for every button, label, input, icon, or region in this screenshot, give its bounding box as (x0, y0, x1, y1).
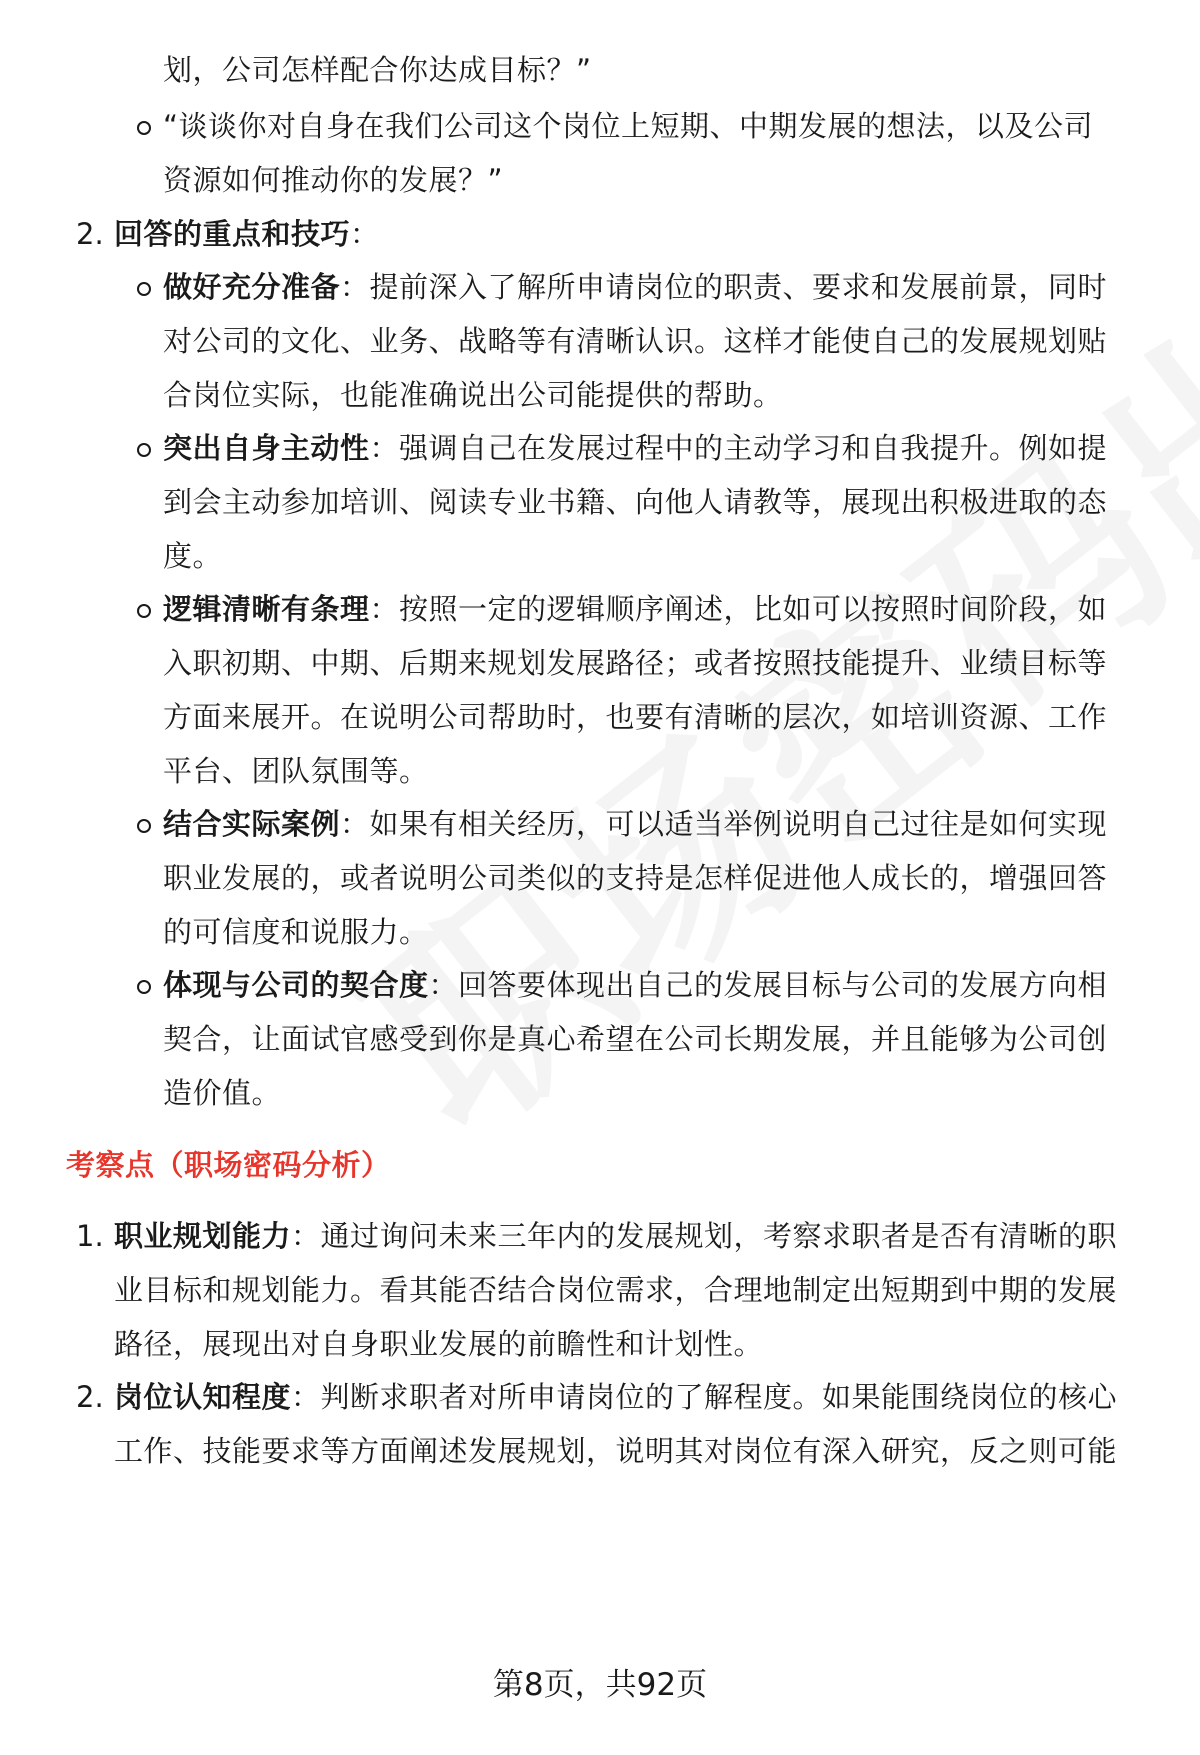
list-item: 职业规划能力：通过询问未来三年内的发展规划，考察求职者是否有清晰的职 (114, 1219, 1118, 1253)
text-line: 的可信度和说服力。 (163, 915, 429, 949)
text-line: 业目标和规划能力。看其能否结合岗位需求，合理地制定出短期到中期的发展 (114, 1273, 1118, 1307)
text-line: 路径，展现出对自身职业发展的前瞻性和计划性。 (114, 1327, 764, 1361)
text-line: 合岗位实际，也能准确说出公司能提供的帮助。 (163, 378, 783, 412)
text-line: 到会主动参加培训、阅读专业书籍、向他人请教等，展现出积极进取的态 (163, 485, 1108, 519)
text-line: 划，公司怎样配合你达成目标？” (163, 53, 592, 87)
list-item: 逻辑清晰有条理：按照一定的逻辑顺序阐述，比如可以按照时间阶段，如 (163, 592, 1108, 626)
text-line: 对公司的文化、业务、战略等有清晰认识。这样才能使自己的发展规划贴 (163, 324, 1108, 358)
text-line: 资源如何推动你的发展？” (163, 163, 504, 197)
bullet-icon (137, 282, 151, 296)
list-item: 岗位认知程度：判断求职者对所申请岗位的了解程度。如果能围绕岗位的核心 (114, 1380, 1118, 1414)
bullet-icon (137, 443, 151, 457)
text-line: “谈谈你对自身在我们公司这个岗位上短期、中期发展的想法，以及公司 (163, 109, 1094, 143)
list-item: 结合实际案例：如果有相关经历，可以适当举例说明自己过往是如何实现 (163, 807, 1108, 841)
text-line: 平台、团队氛围等。 (163, 754, 429, 788)
list-item: 做好充分准备：提前深入了解所申请岗位的职责、要求和发展前景，同时 (163, 270, 1108, 304)
section-title: 回答的重点和技巧： (114, 217, 380, 251)
analysis-heading: 考察点（职场密码分析） (66, 1148, 391, 1182)
text-line: 方面来展开。在说明公司帮助时，也要有清晰的层次，如培训资源、工作 (163, 700, 1108, 734)
text-line: 造价值。 (163, 1076, 282, 1110)
list-number: 1. (76, 1219, 104, 1253)
text-line: 契合，让面试官感受到你是真心希望在公司长期发展，并且能够为公司创 (163, 1022, 1108, 1056)
page-number: 第8页，共92页 (492, 1667, 708, 1703)
text-line: 入职初期、中期、后期来规划发展路径；或者按照技能提升、业绩目标等 (163, 646, 1108, 680)
bullet-icon (137, 121, 151, 135)
list-item: 突出自身主动性：强调自己在发展过程中的主动学习和自我提升。例如提 (163, 431, 1108, 465)
list-number: 2. (76, 1380, 104, 1414)
bullet-icon (137, 980, 151, 994)
bullet-icon (137, 604, 151, 618)
list-number: 2. (76, 217, 104, 251)
text-line: 度。 (163, 539, 223, 573)
text-line: 职业发展的，或者说明公司类似的支持是怎样促进他人成长的，增强回答 (163, 861, 1108, 895)
bullet-icon (137, 819, 151, 833)
list-item: 体现与公司的契合度：回答要体现出自己的发展目标与公司的发展方向相 (163, 968, 1108, 1002)
text-line: 工作、技能要求等方面阐述发展规划，说明其对岗位有深入研究，反之则可能 (114, 1434, 1118, 1468)
